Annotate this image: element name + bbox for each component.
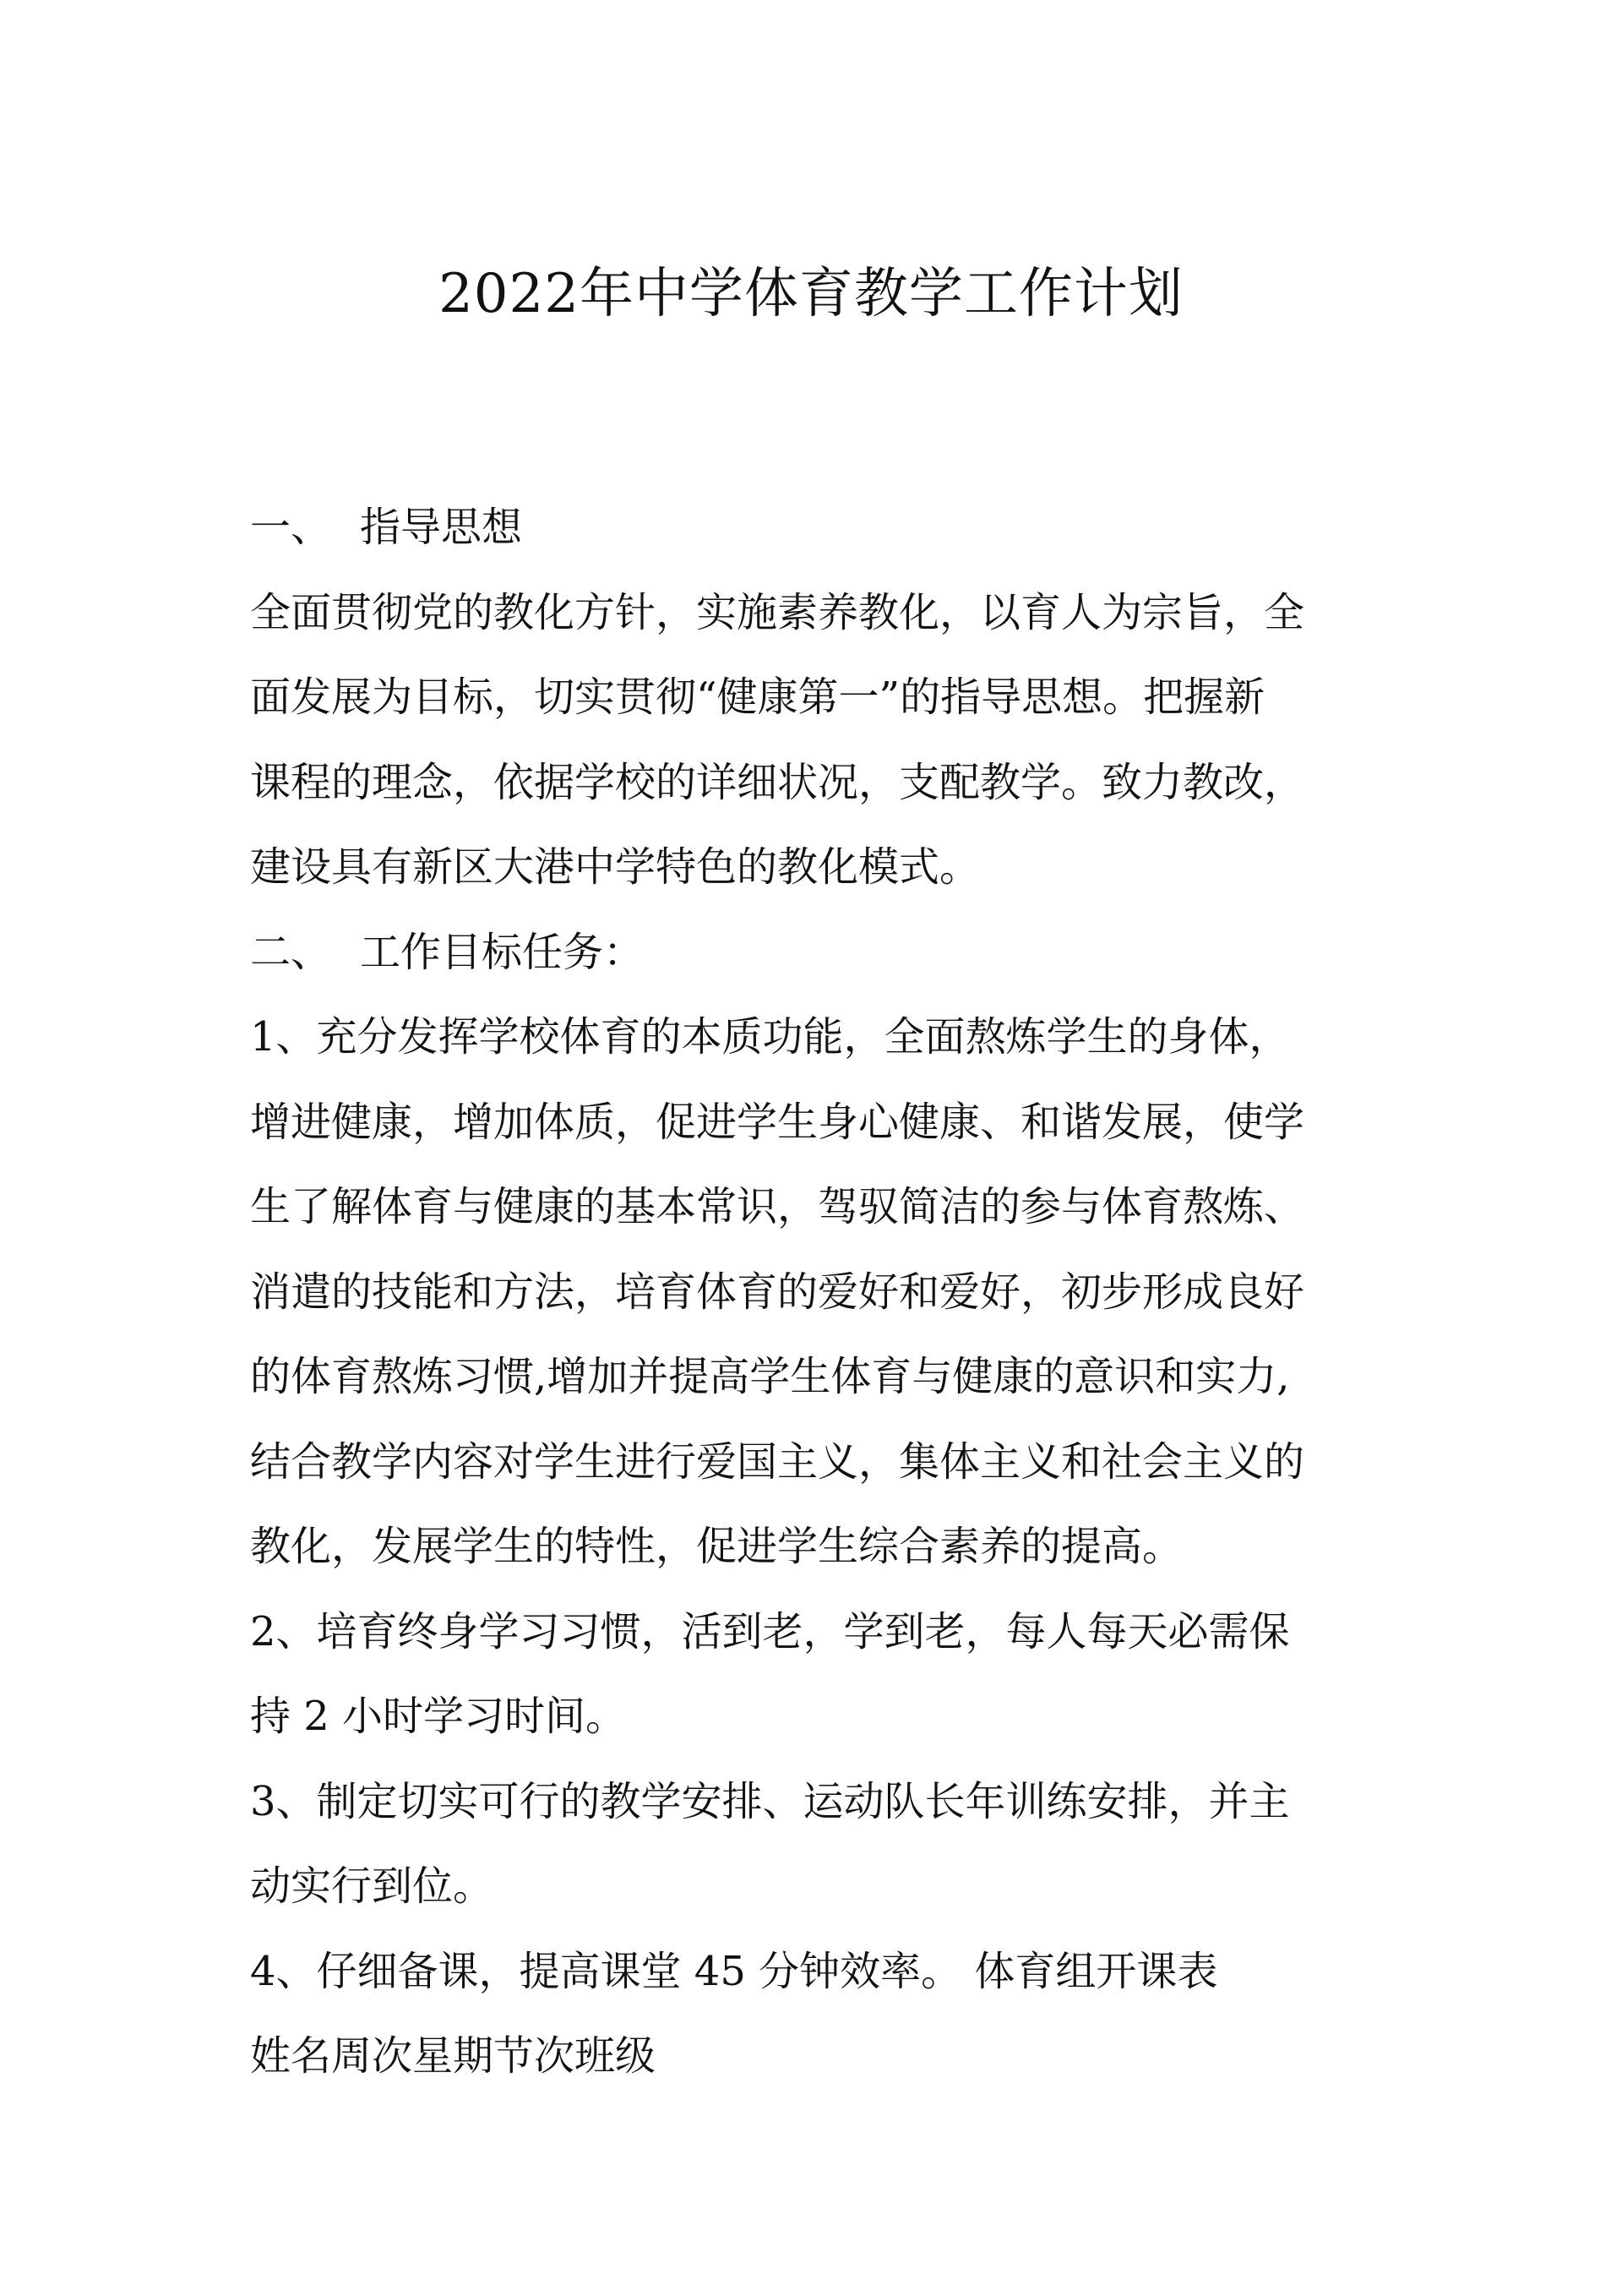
paragraph-line: 3、制定切实可行的教学安排、运动队长年训练安排，并主 [250, 1777, 1290, 1825]
section-title: 工作目标任务： [360, 928, 645, 976]
paragraph-line: 姓名周次星期节次班级 [250, 2032, 656, 2080]
paragraph-line: 持 2 小时学习时间。 [250, 1693, 627, 1740]
paragraph-line: 增进健康，增加体质，促进学生身心健康、和谐发展，使学 [250, 1098, 1305, 1146]
paragraph-line: 教化，发展学生的特性，促进学生综合素养的提高。 [250, 1523, 1184, 1570]
paragraph-line: 动实行到位。 [250, 1862, 494, 1910]
paragraph-line: 建设具有新区大港中学特色的教化模式。 [250, 843, 981, 891]
paragraph-line: 面发展为目标，切实贯彻“健康第一”的指导思想。把握新 [250, 674, 1265, 721]
paragraph-line: 4、仔细备课，提高课堂 45 分钟效率。 体育组开课表 [250, 1947, 1218, 1995]
paragraph-line: 生了解体育与健康的基本常识，驾驭简洁的参与体育熬炼、 [250, 1183, 1305, 1230]
paragraph-line: 2、培育终身学习习惯，活到老，学到老，每人每天必需保 [250, 1607, 1290, 1655]
document-title: 2022年中学体育教学工作计划 [438, 263, 1184, 325]
document-body [250, 485, 1399, 2099]
section-heading-1 [250, 485, 1399, 570]
section-heading-2 [250, 910, 1399, 995]
section-number: 二、 [250, 928, 332, 976]
paragraph-line: 消遣的技能和方法，培育体育的爱好和爱好，初步形成良好 [250, 1268, 1305, 1316]
section-number: 一、 [250, 504, 332, 551]
paragraph-line: 全面贯彻党的教化方针，实施素养教化，以育人为宗旨，全 [250, 588, 1305, 636]
paragraph-line: 课程的理念，依据学校的详细状况，支配教学。致力教改， [250, 758, 1305, 806]
section-title: 指导思想 [360, 504, 523, 551]
paragraph-line: 结合教学内容对学生进行爱国主义，集体主义和社会主义的 [250, 1437, 1305, 1486]
paragraph-line: 1、充分发挥学校体育的本质功能，全面熬炼学生的身体， [250, 1013, 1290, 1061]
paragraph-line: 的体育熬炼习惯,增加并提高学生体育与健康的意识和实力, [250, 1353, 1290, 1400]
